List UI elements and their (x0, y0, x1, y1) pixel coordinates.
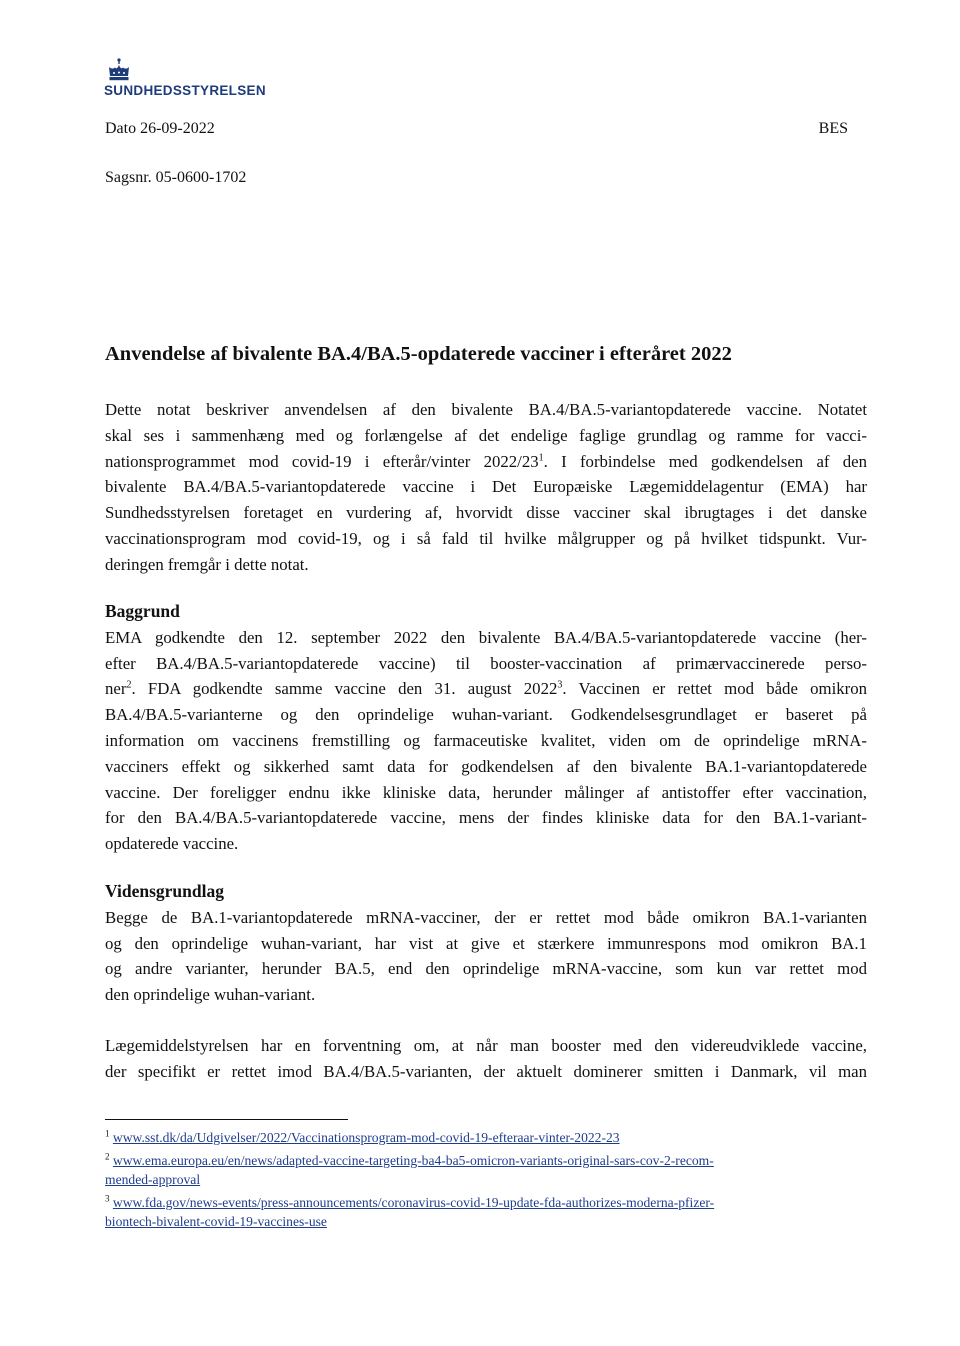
section-heading-vidensgrundlag: Vidensgrundlag (105, 881, 224, 901)
footnote-link[interactable]: www.sst.dk/da/Udgivelser/2022/Vaccinationsprogram-mod-covid-19-efteraar-vinter-2022-23 (112, 1130, 620, 1145)
paragraph-line: og den oprindelige wuhan-variant, har vist at give et stærkere immunrespons mod omikron BA.1 (105, 933, 867, 953)
document-title: Anvendelse af bivalente BA.4/BA.5-opdaterede vacciner i efteråret 2022 (105, 343, 732, 365)
paragraph-line: for den BA.4/BA.5-variantopdaterede vaccine, mens der findes kliniske data for den BA.1-variant- (105, 808, 867, 828)
paragraph-line: skal ses i sammenhæng med og forlængelse af det endelige faglige grundlag og ramme for vacci- (105, 425, 867, 445)
paragraph-line: Begge de BA.1-variantopdaterede mRNA-vacciner, der er rettet mod både omikron BA.1-varianten (105, 907, 867, 927)
footnote-ref[interactable]: 2 (126, 679, 132, 691)
footnote-separator (105, 1119, 348, 1120)
footnote-link[interactable]: www.ema.europa.eu/en/news/adapted-vaccine-targeting-ba4-ba5-omicron-variants-original-sars-cov-2-recom- (112, 1153, 714, 1168)
paragraph-line: deringen fremgår i dette notat. (105, 554, 309, 574)
footnote-link-continued[interactable]: mended-approval (105, 1172, 201, 1187)
paragraph-line: den oprindelige wuhan-variant. (105, 985, 316, 1005)
paragraph-line: opdaterede vaccine. (105, 834, 239, 854)
baggrund-section (105, 599, 867, 857)
paragraph-line: og andre varianter, herunder BA.5, end den oprindelige mRNA-vaccine, som kun var rettet mod (105, 959, 867, 979)
paragraph-line: Lægemiddelstyrelsen har en forventning om, at når man booster med den videreudviklede vaccine, (105, 1036, 867, 1055)
paragraph-line: Sundhedsstyrelsen foretaget en vurdering af, hvorvidt disse vacciner skal ibrugtages i det danske (105, 503, 867, 523)
laegemiddel-paragraph (105, 1033, 867, 1085)
footnote-number: 3 (105, 1193, 110, 1204)
paragraph-line: ner$^2$. FDA godkendte samme vaccine den 31. august 2022$^3$. Vaccinen er rettet mod både omikron (105, 679, 867, 699)
paragraph-line: efter BA.4/BA.5-variantopdaterede vaccine) til booster-vaccination af primærvaccinerede perso- (105, 653, 867, 673)
footnote-1 (105, 1128, 857, 1147)
footnote-3 (105, 1193, 857, 1231)
document-date: Dato 26-09-2022 (105, 120, 215, 137)
paragraph-line: bivalente BA.4/BA.5-variantopdaterede vaccine i Det Europæiske Lægemiddelagentur (EMA) har (105, 477, 867, 497)
paragraph-line: nationsprogrammet mod covid-19 i efterår/vinter $2022/23^1$. I forbindelse med godkendelsen af den (105, 451, 867, 471)
footnote-ref[interactable]: 3 (557, 679, 563, 691)
footnotes (105, 1128, 857, 1235)
footnote-ref[interactable]: 1 (538, 452, 544, 463)
footnote-link-continued[interactable]: biontech-bivalent-covid-19-vaccines-use (105, 1214, 327, 1229)
paragraph-line: vacciners effekt og sikkerhed samt data for godkendelsen af den bivalente BA.1-variantopdaterede (105, 756, 867, 776)
author-initials: BES (818, 120, 848, 137)
intro-paragraph (105, 397, 867, 578)
footnote-number: 1 (105, 1128, 110, 1139)
paragraph-line: vaccine. Der foreligger endnu ikke kliniske data, herunder målinger af antistoffer efter vaccination, (105, 782, 867, 802)
paragraph-line: der specifikt er rettet imod BA.4/BA.5-varianten, der aktuelt dominerer smitten i Danmark, vil man (105, 1061, 867, 1081)
footnote-2 (105, 1151, 857, 1189)
vidensgrundlag-section (105, 879, 867, 1008)
paragraph-line: EMA godkendte den 12. september 2022 den bivalente BA.4/BA.5-variantopdaterede vaccine (her- (105, 627, 867, 647)
footnote-number: 2 (105, 1151, 110, 1162)
paragraph-line: BA.4/BA.5-varianterne og den oprindelige wuhan-variant. Godkendelsesgrundlaget er baseret på (105, 705, 867, 725)
crown-icon (106, 58, 132, 84)
paragraph-line: information om vaccinens fremstilling og farmaceutiske kvalitet, viden om de oprindelige mRNA- (105, 730, 867, 750)
paragraph-line: Dette notat beskriver anvendelsen af den bivalente BA.4/BA.5-variantopdaterede vaccine. Notatet (105, 400, 867, 419)
footnote-link[interactable]: www.fda.gov/news-events/press-announcements/coronavirus-covid-19-update-fda-authorizes-moderna-pfizer- (112, 1195, 715, 1210)
paragraph-line: vaccinationsprogram mod covid-19, og i så fald til hvilke målgrupper og på hvilket tidspunkt. Vur- (105, 528, 867, 548)
logo-text: SUNDHEDSSTYRELSEN (104, 83, 266, 98)
case-number: Sagsnr. 05-0600-1702 (105, 169, 247, 186)
section-heading-baggrund: Baggrund (105, 601, 180, 621)
